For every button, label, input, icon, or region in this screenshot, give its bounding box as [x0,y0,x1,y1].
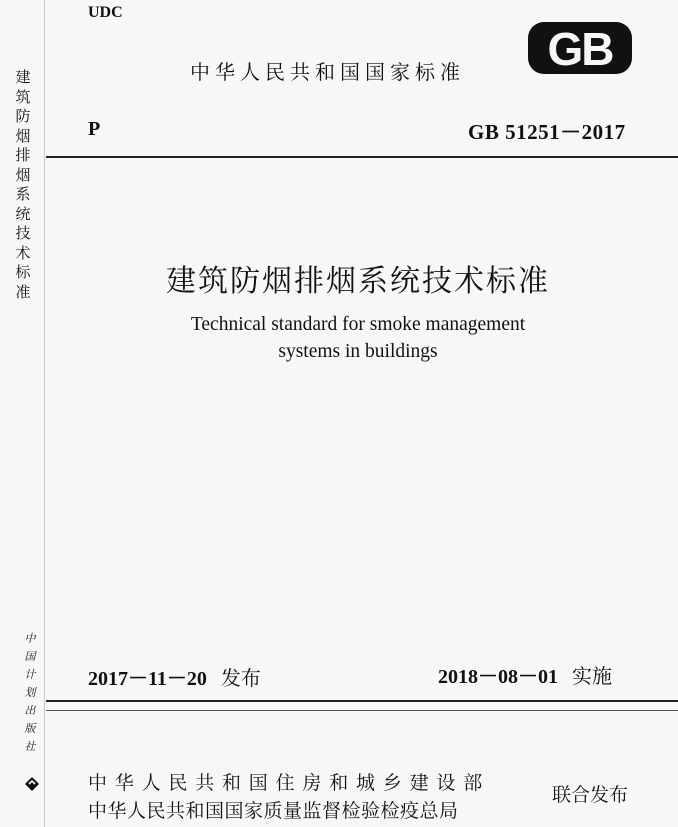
title-english [0,311,678,365]
implement-label: 实施 [572,664,612,688]
standard-number: GB 51251－2017 [468,120,626,144]
standard-category: 中华人民共和国国家标准 [190,60,465,84]
issue-date-block [88,662,261,691]
title-english-line1: Technical standard for smoke management [190,314,526,335]
issuer-aqsiq: 中华人民共和国国家质量监督检验检疫总局 [88,800,459,822]
udc-label: UDC [88,4,123,21]
footer-divider-thin [46,710,678,711]
header-divider [46,156,678,158]
spine-title: 建 筑 防 烟 排 烟 系 统 技 术 标 准 [15,68,31,301]
issue-date: 2017－11－20 [88,668,207,690]
spine-publisher: 中 国 计 划 出 版 社 [24,632,36,753]
footer-divider [46,700,678,702]
title-chinese: 建筑防烟排烟系统技术标准 [166,264,550,299]
joint-issue-label: 联合发布 [552,784,629,806]
implement-date-block [438,660,612,689]
gb-logo-text: GB [547,23,613,75]
classification-code: P [88,118,101,140]
issue-label: 发布 [220,666,261,690]
implement-date: 2018－08－01 [438,666,558,688]
title-english-line2: systems in buildings [278,341,438,362]
issuer-ministry: 中华人民共和国住房和城乡建设部 [88,772,491,794]
gb-logo [526,20,634,76]
spine-fold [44,0,45,827]
publisher-mark-icon [24,776,40,792]
